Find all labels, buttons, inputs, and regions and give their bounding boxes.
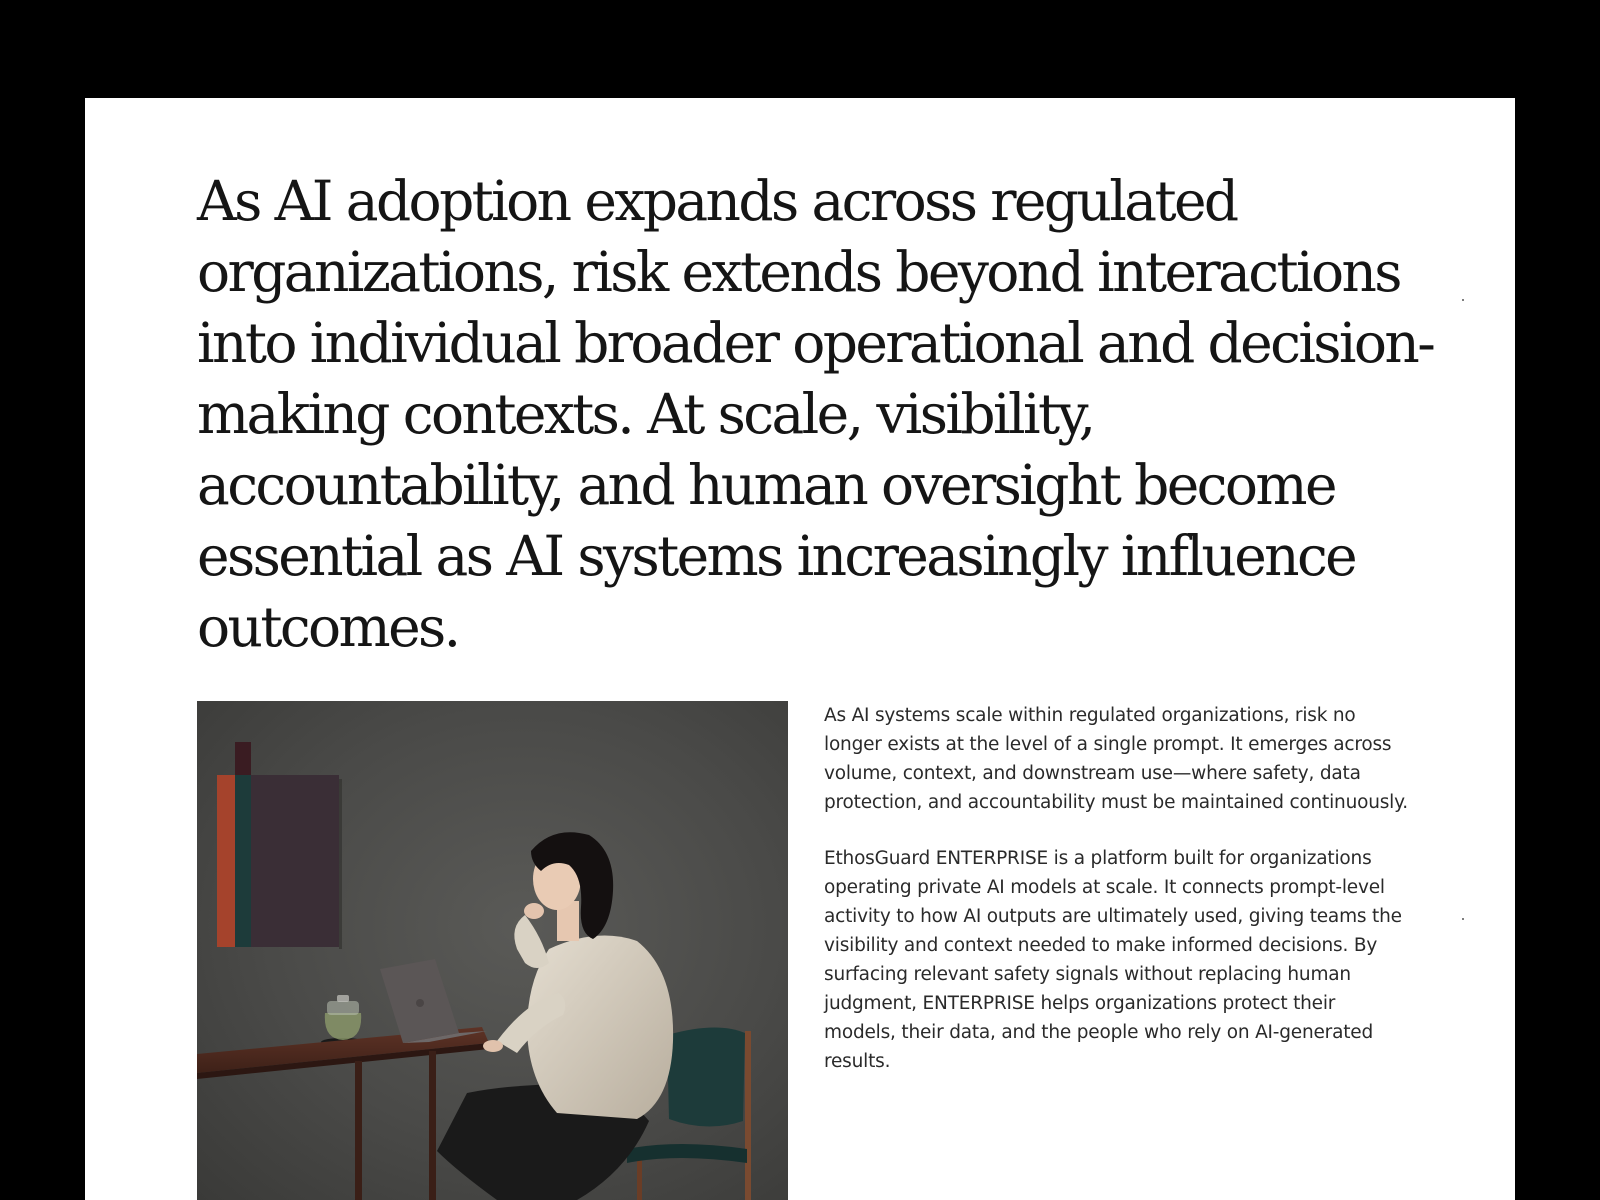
- desk: [197, 1027, 489, 1200]
- content-page: [85, 98, 1515, 1200]
- wall-artwork: [217, 742, 342, 949]
- hero-photo: [197, 701, 788, 1200]
- teapot: [321, 995, 365, 1046]
- body-copy: [824, 701, 1409, 1103]
- body-paragraph: As AI systems scale within regulated organizations, risk no longer exists at the level of a single prompt. It emerges across volume, context, and downstream use—where safety, data protection, and accountability must be maintained continuously.: [824, 705, 1408, 813]
- body-paragraph: EthosGuard ENTERPRISE is a platform built for organizations operating private AI models at scale. It connects prompt-level activity to how AI outputs are ultimately used, giving teams the visibility and context needed to make informed decisions. By surfacing relevant safety signals without replacing human judgment, ENTERPRISE helps organizations protect their models, their data, and the people who rely on AI-generated results.: [824, 848, 1402, 1072]
- decorative-dot: [1462, 918, 1464, 920]
- woman-figure: [437, 832, 673, 1200]
- page-headline: As AI adoption expands across regulated organizations, risk extends beyond interactions into individual broader operational and decision-making contexts. At scale, visibility, accountability, and human oversight become essential as AI systems increasingly influence outcomes.: [197, 169, 1434, 659]
- decorative-dot: [1462, 299, 1464, 301]
